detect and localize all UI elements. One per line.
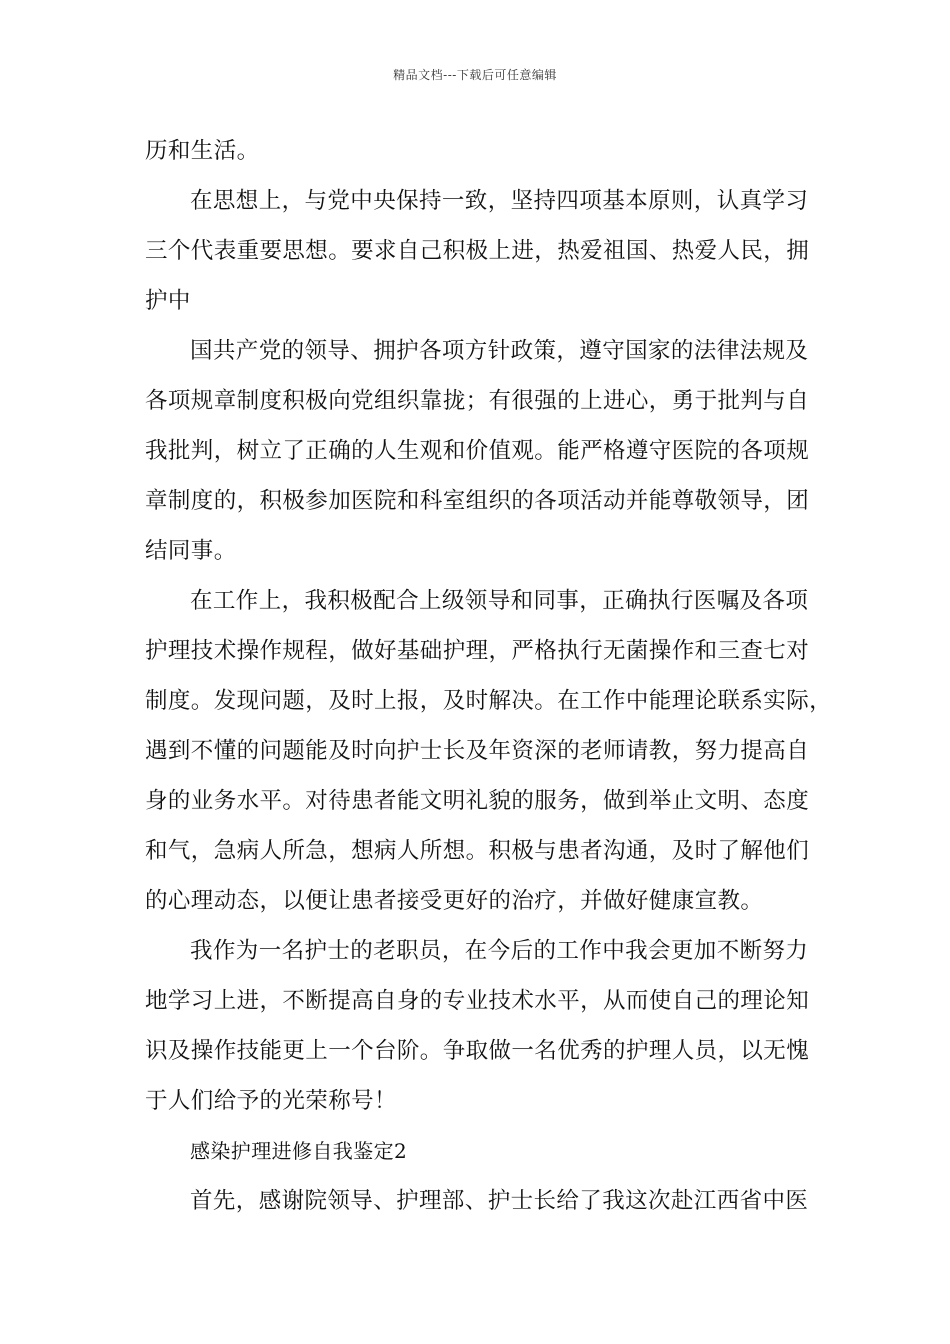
text-line: 历和生活。	[145, 138, 260, 164]
page-header: 精品文档---下载后可任意编辑	[393, 68, 557, 82]
text-line: 我批判，树立了正确的人生观和价值观。能严格遵守医院的各项规	[145, 438, 810, 464]
text-line: 三个代表重要思想。要求自己积极上进，热爱祖国、热爱人民，拥	[145, 238, 810, 264]
text-line: 首先，感谢院领导、护理部、护士长给了我这次赴江西省中医	[190, 1188, 809, 1214]
text-line: 制度。发现问题，及时上报，及时解决。在工作中能理论联系实际，	[145, 688, 833, 714]
text-line: 国共产党的领导、拥护各项方针政策，遵守国家的法律法规及	[190, 338, 809, 364]
text-line: 的心理动态，以便让患者接受更好的治疗，并做好健康宣教。	[145, 888, 764, 914]
text-line: 和气，急病人所急，想病人所想。积极与患者沟通，及时了解他们	[145, 838, 810, 864]
text-line: 结同事。	[145, 538, 237, 564]
text-line: 遇到不懂的问题能及时向护士长及年资深的老师请教，努力提高自	[145, 738, 810, 764]
text-line: 地学习上进，不断提高自身的专业技术水平，从而使自己的理论知	[145, 988, 810, 1014]
text-line: 在思想上，与党中央保持一致，坚持四项基本原则，认真学习	[190, 188, 809, 214]
text-line: 各项规章制度积极向党组织靠拢；有很强的上进心，勇于批判与自	[145, 388, 810, 414]
section-heading: 感染护理进修自我鉴定2	[190, 1139, 408, 1163]
text-line: 在工作上，我积极配合上级领导和同事，正确执行医嘱及各项	[190, 588, 809, 614]
text-line: 识及操作技能更上一个台阶。争取做一名优秀的护理人员，以无愧	[145, 1038, 810, 1064]
text-line: 我作为一名护士的老职员，在今后的工作中我会更加不断努力	[190, 938, 809, 964]
text-line: 于人们给予的光荣称号！	[145, 1088, 397, 1114]
text-line: 章制度的，积极参加医院和科室组织的各项活动并能尊敬领导，团	[145, 488, 810, 514]
text-line: 护中	[145, 288, 191, 314]
text-line: 身的业务水平。对待患者能文明礼貌的服务，做到举止文明、态度	[145, 788, 810, 814]
text-line: 护理技术操作规程，做好基础护理，严格执行无菌操作和三查七对	[145, 638, 810, 664]
